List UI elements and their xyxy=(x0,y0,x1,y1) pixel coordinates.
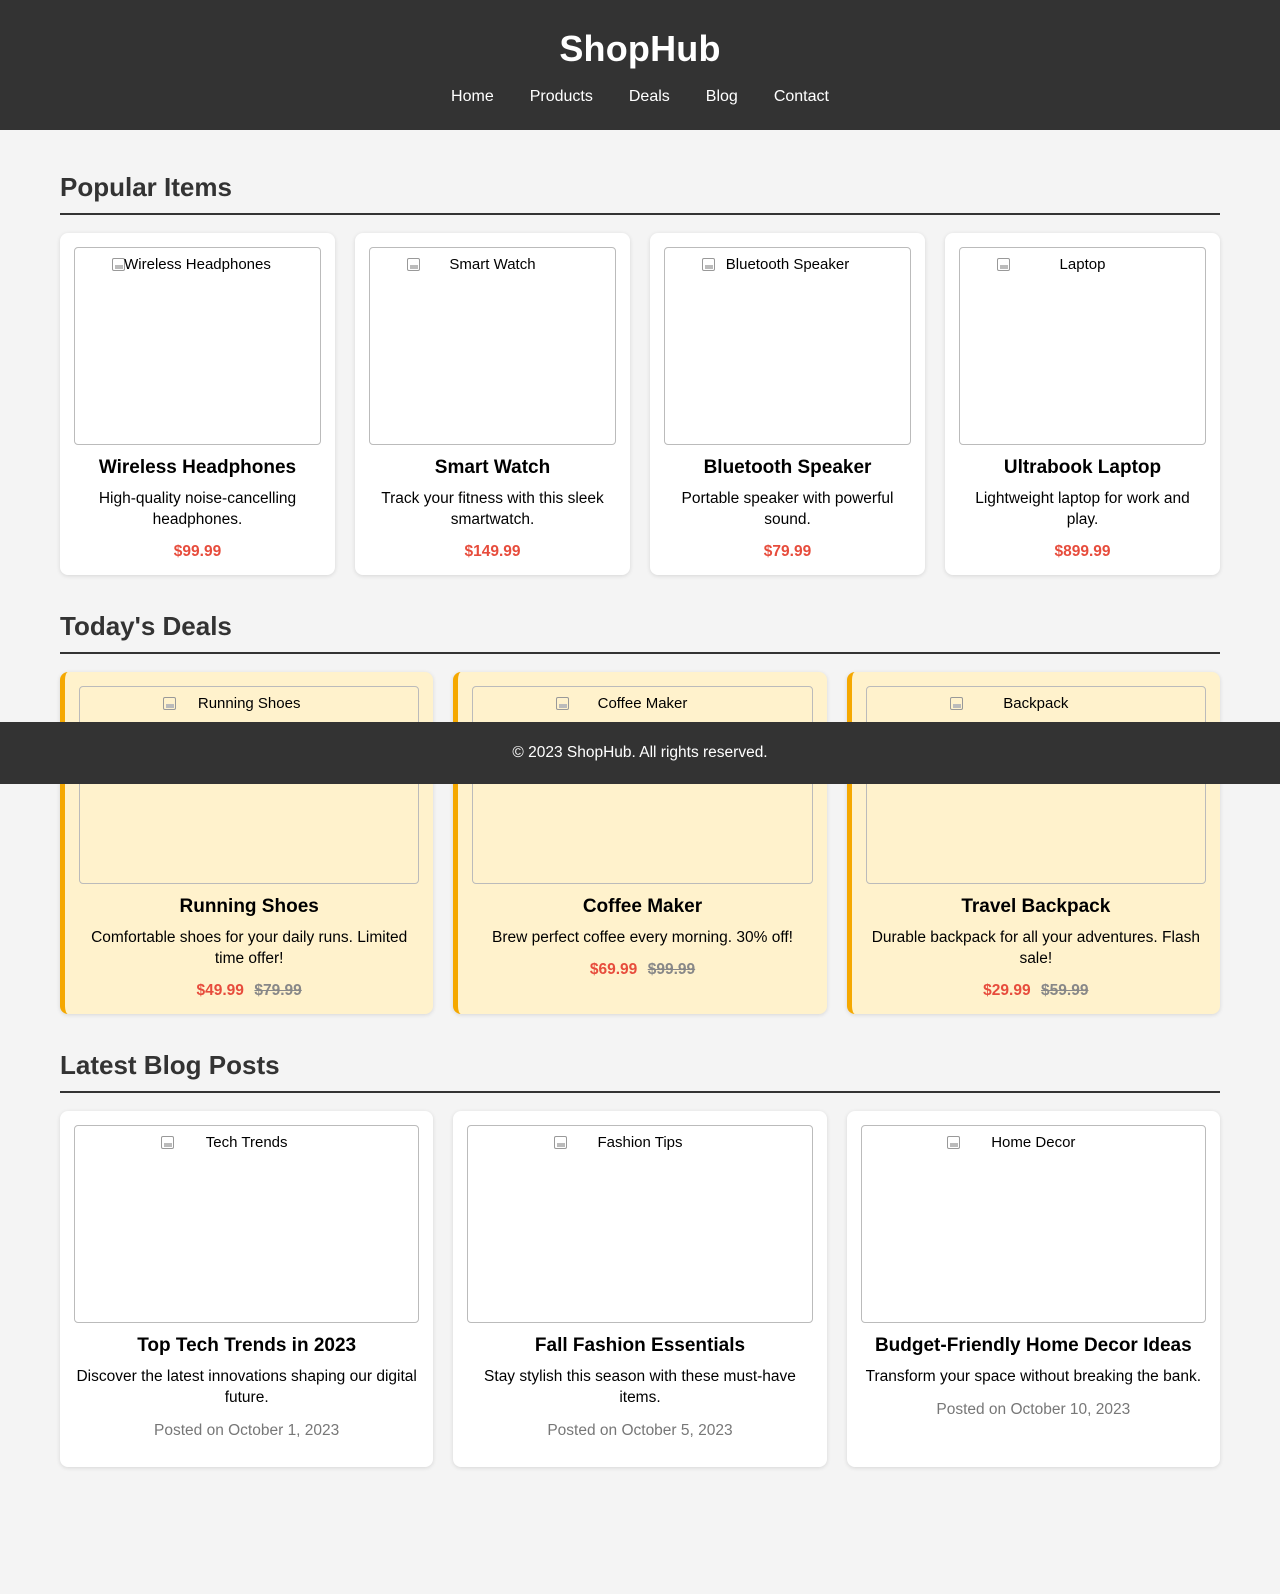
section-heading-deals: Today's Deals xyxy=(60,611,1220,654)
product-image: Laptop xyxy=(959,247,1206,445)
page-title: ShopHub xyxy=(559,28,721,69)
blog-title: Budget-Friendly Home Decor Ideas xyxy=(874,1334,1192,1356)
deal-description: Comfortable shoes for your daily runs. Limited time offer! xyxy=(91,928,408,967)
deal-price: $29.99 xyxy=(983,981,1031,999)
blog-card[interactable] xyxy=(847,1111,1220,1468)
product-price: $149.99 xyxy=(464,542,521,560)
blog-card[interactable] xyxy=(453,1111,826,1468)
product-card[interactable] xyxy=(650,233,925,575)
blog-image: Fashion Tips xyxy=(467,1125,812,1323)
blog-card[interactable] xyxy=(60,1111,433,1468)
product-description: High-quality noise-cancelling headphones. xyxy=(98,490,297,528)
blog-title: Top Tech Trends in 2023 xyxy=(137,1334,357,1356)
deal-name: Travel Backpack xyxy=(961,895,1111,917)
deal-old-price: $99.99 xyxy=(647,960,696,978)
blog-excerpt: Discover the latest innovations shaping our digital future. xyxy=(76,1367,417,1406)
main-content xyxy=(40,130,1240,1507)
site-header xyxy=(0,0,1280,130)
main-navigation xyxy=(0,88,1280,106)
product-description: Portable speaker with powerful sound. xyxy=(681,490,894,528)
blog-grid xyxy=(60,1111,1220,1468)
deal-image: Backpack xyxy=(866,686,1206,884)
site-footer xyxy=(0,722,1280,784)
product-price: $99.99 xyxy=(173,542,222,560)
section-popular-items xyxy=(60,172,1220,575)
popular-items-grid xyxy=(60,233,1220,575)
product-name: Bluetooth Speaker xyxy=(703,457,872,478)
section-heading-popular: Popular Items xyxy=(60,172,1220,215)
blog-date: Posted on October 1, 2023 xyxy=(154,1421,340,1439)
section-heading-blog: Latest Blog Posts xyxy=(60,1050,1220,1093)
deal-old-price: $79.99 xyxy=(254,981,302,999)
product-name: Wireless Headphones xyxy=(98,457,297,478)
product-name: Smart Watch xyxy=(434,457,551,478)
deal-name: Running Shoes xyxy=(179,895,319,917)
product-price: $79.99 xyxy=(763,542,812,560)
deal-description: Brew perfect coffee every morning. 30% off! xyxy=(492,928,793,946)
blog-image: Home Decor xyxy=(861,1125,1206,1323)
blog-title: Fall Fashion Essentials xyxy=(534,1334,746,1356)
deal-price: $69.99 xyxy=(589,960,638,978)
product-description: Track your fitness with this sleek smartwatch. xyxy=(381,490,604,528)
nav-item-blog[interactable]: Blog xyxy=(705,88,738,105)
blog-excerpt: Stay stylish this season with these must-have items. xyxy=(484,1367,796,1406)
deal-image: Coffee Maker xyxy=(472,686,812,884)
section-todays-deals xyxy=(60,611,1220,1014)
copyright-text: © 2023 ShopHub. All rights reserved. xyxy=(512,744,768,761)
section-latest-blog-posts xyxy=(60,1050,1220,1468)
product-price: $899.99 xyxy=(1054,542,1111,560)
nav-item-contact[interactable]: Contact xyxy=(773,88,829,105)
blog-excerpt: Transform your space without breaking the bank. xyxy=(865,1367,1202,1385)
nav-item-products[interactable]: Products xyxy=(529,88,593,105)
product-card[interactable] xyxy=(355,233,630,575)
deal-image: Running Shoes xyxy=(79,686,419,884)
blog-date: Posted on October 10, 2023 xyxy=(936,1400,1131,1418)
deal-price: $49.99 xyxy=(196,981,244,999)
blog-image: Tech Trends xyxy=(74,1125,419,1323)
product-image: Bluetooth Speaker xyxy=(664,247,911,445)
deal-old-price: $59.99 xyxy=(1041,981,1089,999)
product-card[interactable] xyxy=(945,233,1220,575)
nav-item-home[interactable]: Home xyxy=(451,88,494,105)
deal-name: Coffee Maker xyxy=(582,895,703,917)
product-description: Lightweight laptop for work and play. xyxy=(975,490,1190,528)
product-image: Smart Watch xyxy=(369,247,616,445)
product-name: Ultrabook Laptop xyxy=(1003,457,1162,478)
nav-item-deals[interactable]: Deals xyxy=(628,88,670,105)
product-image: Wireless Headphones xyxy=(74,247,321,445)
product-card[interactable] xyxy=(60,233,335,575)
deal-description: Durable backpack for all your adventures. Flash sale! xyxy=(871,928,1200,967)
blog-date: Posted on October 5, 2023 xyxy=(547,1421,733,1439)
